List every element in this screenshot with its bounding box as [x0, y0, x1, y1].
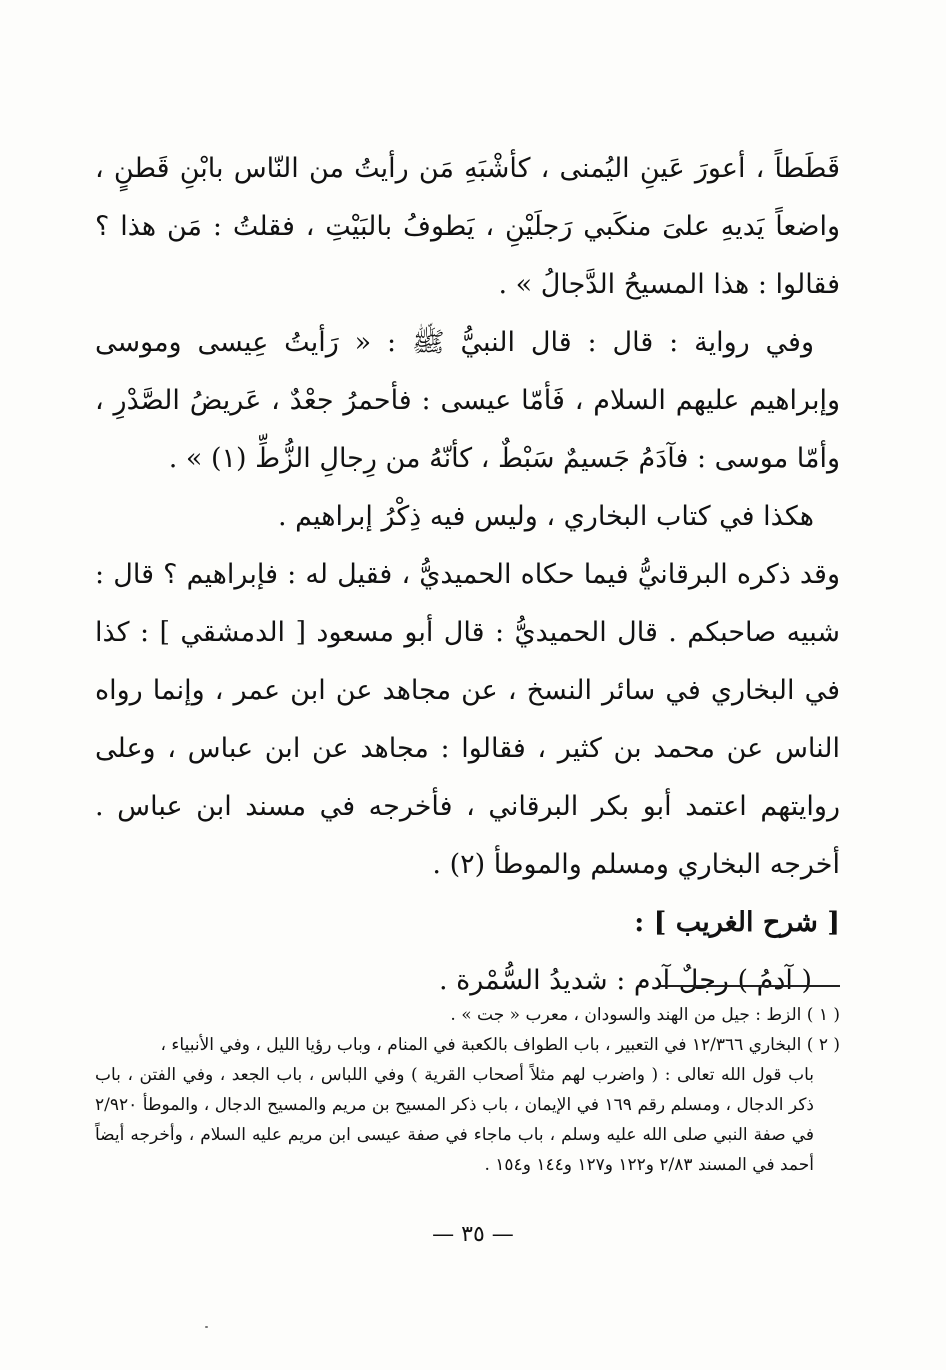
paragraph-3: هكذا في كتاب البخاري ، وليس فيه ذِكْرُ إبراهيم . [277, 501, 814, 532]
page-number: — ٣٥ — [432, 1222, 514, 1247]
paragraph-4: وقد ذكره البرقانيُّ فيما حكاه الحميديُّ ، فقيل له : فإبراهيم ؟ قال : شبيه صاحبكم . قال الحميديُّ : قال أبو مسعود [ الدمشقي ] : كذا في البخاري في سائر النسخ ، عن مجاهد عن ابن عمر ، وإنما رواه الناس عن محمد بن كثير ، فقالوا : مجاهد عن ابن عباس ، وعلى روايتهم اعتمد أبو بكر البرقاني ، فأخرجه في مسند ابن عباس . أخرجه البخاري ومسلم والموطأ (٢) . [95, 559, 840, 880]
footnote-1: ( ١ ) الزط : جيل من الهند والسودان ، معرب « جت » . [450, 1005, 840, 1025]
main-text [95, 140, 840, 1010]
footnote-divider [660, 985, 840, 987]
footnote-2: ( ٢ ) البخاري ١٢/٣٦٦ في التعبير ، باب الطواف بالكعبة في المنام ، وباب رؤيا الليل ، وفي الأنبياء ، [160, 1035, 840, 1055]
paragraph-1: قَطَطاً ، أعورَ عَينِ اليُمنى ، كأشْبَهِ مَن رأيتُ من النّاس بابْنِ قَطنٍ ، واضعاً يَديهِ علىَ منكَبي رَجلَيْنِ ، يَطوفُ بالبَيْتِ ، فقلتُ : مَن هذا ؟ فقالوا : هذا المسيحُ الدَّجالُ » . [95, 153, 840, 300]
scan-speck [205, 1326, 208, 1328]
footnotes [95, 1000, 840, 1180]
gloss-entry: ( آدمُ ) رجلٌ آدم : شديدُ السُّمْرة . [438, 965, 812, 996]
paragraph-2: وفي رواية : قال : قال النبيُّ ﷺ : « رَأيتُ عِيسى وموسى وإبراهيم عليهم السلام ، فَأمّا عيسى : فأحمرُ جعْدٌ ، عَريضُ الصَّدْرِ ، وأمّا موسى : فآدَمُ جَسيمٌ سَبْطٌ ، كأنّهُ من رِجالِ الزُّطِّ (١) » . [95, 327, 840, 474]
section-heading: [ شرح الغريب ] : [634, 907, 840, 938]
footnote-2-continuation: باب قول الله تعالى : ( واضرب لهم مثلاً أصحاب القرية ) وفي اللباس ، باب الجعد ، وفي الفتن ، باب ذكر الدجال ، ومسلم رقم ١٦٩ في الإيمان ، باب ذكر المسيح بن مريم والمسيح الدجال ، والموطأ ٢/٩٢٠ في صفة النبي صلى الله عليه وسلم ، باب ماجاء في صفة عيسى ابن مريم عليه السلام ، وأخرجه أيضاً أحمد في المسند ٢/٨٣ و١٢٢ و١٢٧ و١٤٤ و١٥٤ . [95, 1065, 814, 1175]
